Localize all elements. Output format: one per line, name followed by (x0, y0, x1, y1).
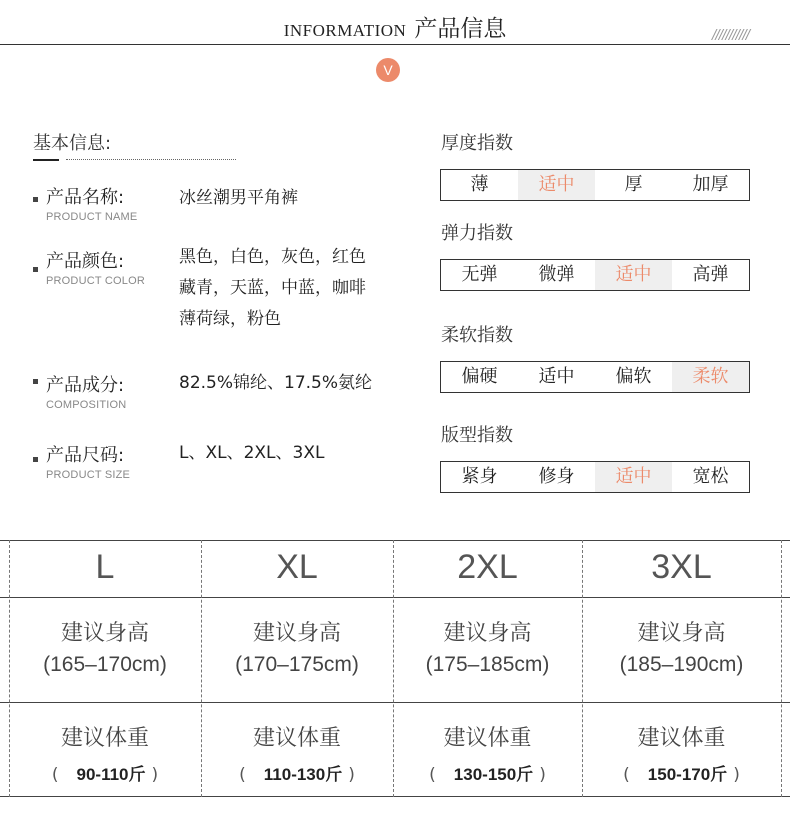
scale-option-selected: 适中 (595, 462, 672, 492)
header-divider (0, 44, 790, 45)
height-label: 建议身高 (443, 621, 532, 646)
size-label: XL (276, 548, 318, 586)
weight-value: 110-130斤 (263, 765, 343, 784)
height-label: 建议身高 (637, 621, 726, 646)
height-value: (165–170cm) (43, 653, 167, 676)
size-column-xl (201, 540, 393, 797)
weight-value: 130-150斤 (453, 765, 534, 784)
scale-option: 薄 (470, 174, 489, 195)
info-sublabel: PRODUCT NAME (46, 211, 138, 223)
bullet-icon (33, 379, 38, 384)
scale-option: 厚 (624, 174, 643, 195)
weight-value-row (201, 760, 393, 785)
scale-option: 偏软 (615, 366, 652, 387)
paren-open: ( (623, 765, 630, 785)
info-sublabel: COMPOSITION (46, 399, 127, 411)
softness-index-title: 柔软指数 (441, 325, 513, 346)
section-title-cn: 产品信息 (414, 16, 507, 42)
scale-option: 无弹 (461, 264, 498, 285)
paren-close: ) (733, 765, 740, 785)
scale-option: 微弹 (538, 264, 575, 285)
size-label: 2XL (457, 548, 518, 586)
chevron-down-icon: V (376, 58, 400, 82)
scale-option-selected: 适中 (518, 170, 595, 200)
size-label: L (95, 548, 115, 586)
thickness-index-scale (440, 169, 750, 201)
scale-option: 加厚 (692, 174, 729, 195)
scale-option: 紧身 (461, 466, 498, 487)
info-value (179, 438, 324, 469)
scale-option-selected: 适中 (595, 260, 672, 290)
scale-option-selected: 柔软 (672, 362, 749, 392)
softness-index-scale (440, 361, 750, 393)
info-value-line: 藏青，天蓝，中蓝，咖啡 (179, 278, 366, 298)
weight-label: 建议体重 (637, 726, 726, 751)
bullet-icon (33, 197, 38, 202)
decorative-slashes: /////////// (712, 28, 750, 43)
paren-open: ( (429, 765, 436, 785)
elasticity-index-title: 弹力指数 (441, 223, 513, 244)
weight-label: 建议体重 (252, 726, 341, 751)
section-title (0, 10, 790, 43)
size-chart-table (0, 540, 790, 797)
scale-option: 适中 (538, 366, 575, 387)
paren-close: ) (539, 765, 546, 785)
scale-option: 偏硬 (461, 366, 498, 387)
bullet-icon (33, 457, 38, 462)
info-label: 产品颜色: (46, 251, 125, 272)
size-column-2xl (393, 540, 582, 797)
info-value (179, 183, 298, 214)
size-label: 3XL (651, 548, 712, 586)
paren-close: ) (348, 765, 355, 785)
paren-open: ( (239, 765, 246, 785)
info-value-line: 冰丝潮男平角裤 (179, 188, 298, 208)
size-column-3xl (582, 540, 781, 797)
info-value-line: 82.5%锦纶、17.5%氨纶 (179, 373, 373, 393)
basic-info-title: 基本信息: (33, 133, 112, 154)
paren-close: ) (151, 765, 159, 785)
height-label: 建议身高 (60, 621, 149, 646)
weight-value-row (393, 760, 582, 785)
weight-value-row (582, 760, 781, 785)
scale-option: 宽松 (692, 466, 729, 487)
fit-index-scale (440, 461, 750, 493)
info-value-line: 薄荷绿，粉色 (179, 309, 281, 329)
info-value-line: 黑色，白色，灰色，红色 (179, 247, 366, 267)
dotted-divider (66, 149, 236, 160)
height-label: 建议身高 (252, 621, 341, 646)
section-title-en: INFORMATION (283, 21, 407, 40)
height-value: (170–175cm) (235, 653, 359, 676)
weight-label: 建议体重 (60, 726, 149, 751)
height-value: (175–185cm) (425, 653, 550, 676)
weight-label: 建议体重 (443, 726, 532, 751)
size-column-l (9, 540, 201, 797)
weight-value: 90-110斤 (76, 765, 146, 784)
info-label: 产品成分: (46, 375, 125, 396)
title-underline (33, 159, 59, 161)
scale-option: 修身 (538, 466, 575, 487)
info-label: 产品尺码: (46, 445, 125, 466)
weight-value-row (9, 760, 201, 785)
paren-open: ( (51, 765, 59, 785)
info-value (179, 242, 366, 335)
weight-value: 150-170斤 (647, 765, 728, 784)
info-value-line: L、XL、2XL、3XL (179, 443, 325, 463)
bullet-icon (33, 267, 38, 272)
height-value: (185–190cm) (619, 653, 744, 676)
table-divider (781, 540, 782, 797)
scale-option: 高弹 (692, 264, 729, 285)
info-value (179, 368, 372, 399)
elasticity-index-scale (440, 259, 750, 291)
info-sublabel: PRODUCT COLOR (46, 275, 145, 287)
fit-index-title: 版型指数 (441, 425, 513, 446)
info-label: 产品名称: (46, 187, 125, 208)
info-sublabel: PRODUCT SIZE (46, 469, 131, 481)
thickness-index-title: 厚度指数 (441, 133, 513, 154)
